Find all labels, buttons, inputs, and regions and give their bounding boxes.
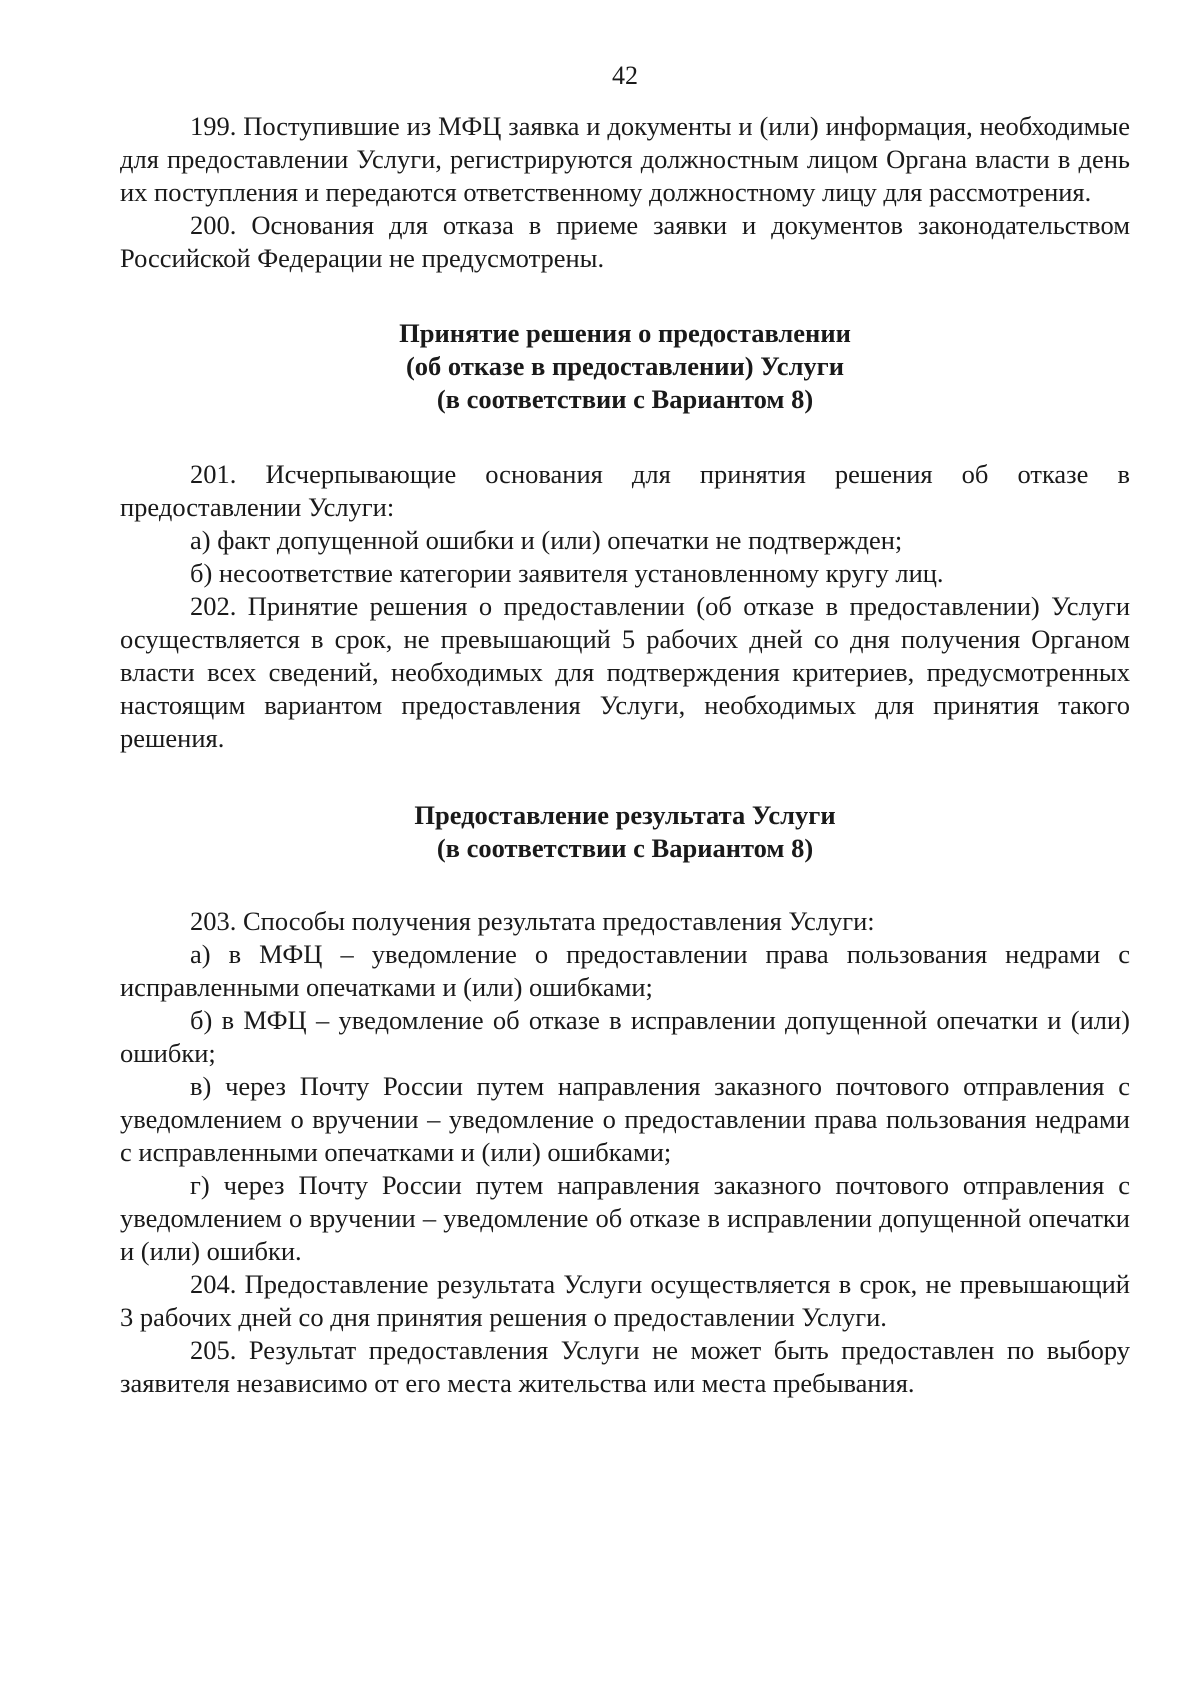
paragraph-202: 202. Принятие решения о предоставлении (об отказе в предоставлении) Услуги осуществляется в срок, не превышающий 5 рабочих дней со дня получения Органом власти всех сведений, необходимых для подтверждения критериев, предусмотренных настоящим вариантом предоставления Услуги, необходимых для принятия такого решения. bbox=[120, 591, 1130, 753]
document-page bbox=[120, 60, 1130, 1400]
paragraph-203-a: а) в МФЦ – уведомление о предоставлении права пользования недрами с исправленными опечатками и (или) ошибками; bbox=[120, 939, 1130, 1002]
heading-line: Принятие решения о предоставлении bbox=[399, 318, 851, 348]
heading-line: (об отказе в предоставлении) Услуги bbox=[405, 351, 844, 381]
paragraph-203-g: г) через Почту России путем направления заказного почтового отправления с уведомлением о вручении – уведомление об отказе в исправлении допущенной опечатки и (или) ошибки. bbox=[120, 1170, 1130, 1266]
paragraph-203-b: б) в МФЦ – уведомление об отказе в исправлении допущенной опечатки и (или) ошибки; bbox=[120, 1005, 1130, 1068]
paragraph-205: 205. Результат предоставления Услуги не может быть предоставлен по выбору заявителя независимо от его места жительства или места пребывания. bbox=[120, 1335, 1130, 1398]
paragraph-203-v: в) через Почту России путем направления заказного почтового отправления с уведомлением о вручении – уведомление о предоставлении права пользования недрами с исправленными опечатками и (или) ошибками; bbox=[120, 1071, 1130, 1167]
paragraph-201-a: а) факт допущенной ошибки и (или) опечатки не подтвержден; bbox=[190, 525, 903, 555]
section-heading-result bbox=[120, 799, 1130, 865]
paragraph-199: 199. Поступившие из МФЦ заявка и документы и (или) информация, необходимые для предоставлении Услуги, регистрируются должностным лицом Органа власти в день их поступления и передаются ответственному должностному лицу для рассмотрения. bbox=[120, 111, 1130, 207]
paragraph-201: 201. Исчерпывающие основания для принятия решения об отказе в предоставлении Услуги: bbox=[120, 459, 1130, 522]
heading-line: Предоставление результата Услуги bbox=[414, 800, 836, 830]
paragraph-204: 204. Предоставление результата Услуги осуществляется в срок, не превышающий 3 рабочих дней со дня принятия решения о предоставлении Услуги. bbox=[120, 1269, 1130, 1332]
paragraph-201-b: б) несоответствие категории заявителя установленному кругу лиц. bbox=[190, 558, 944, 588]
section-heading-decision bbox=[120, 317, 1130, 416]
heading-line: (в соответствии с Вариантом 8) bbox=[436, 384, 814, 414]
heading-line: (в соответствии с Вариантом 8) bbox=[436, 833, 814, 863]
page-number: 42 bbox=[612, 61, 638, 90]
paragraph-203: 203. Способы получения результата предоставления Услуги: bbox=[190, 906, 875, 936]
paragraph-200: 200. Основания для отказа в приеме заявки и документов законодательством Российской Федерации не предусмотрены. bbox=[120, 210, 1130, 273]
